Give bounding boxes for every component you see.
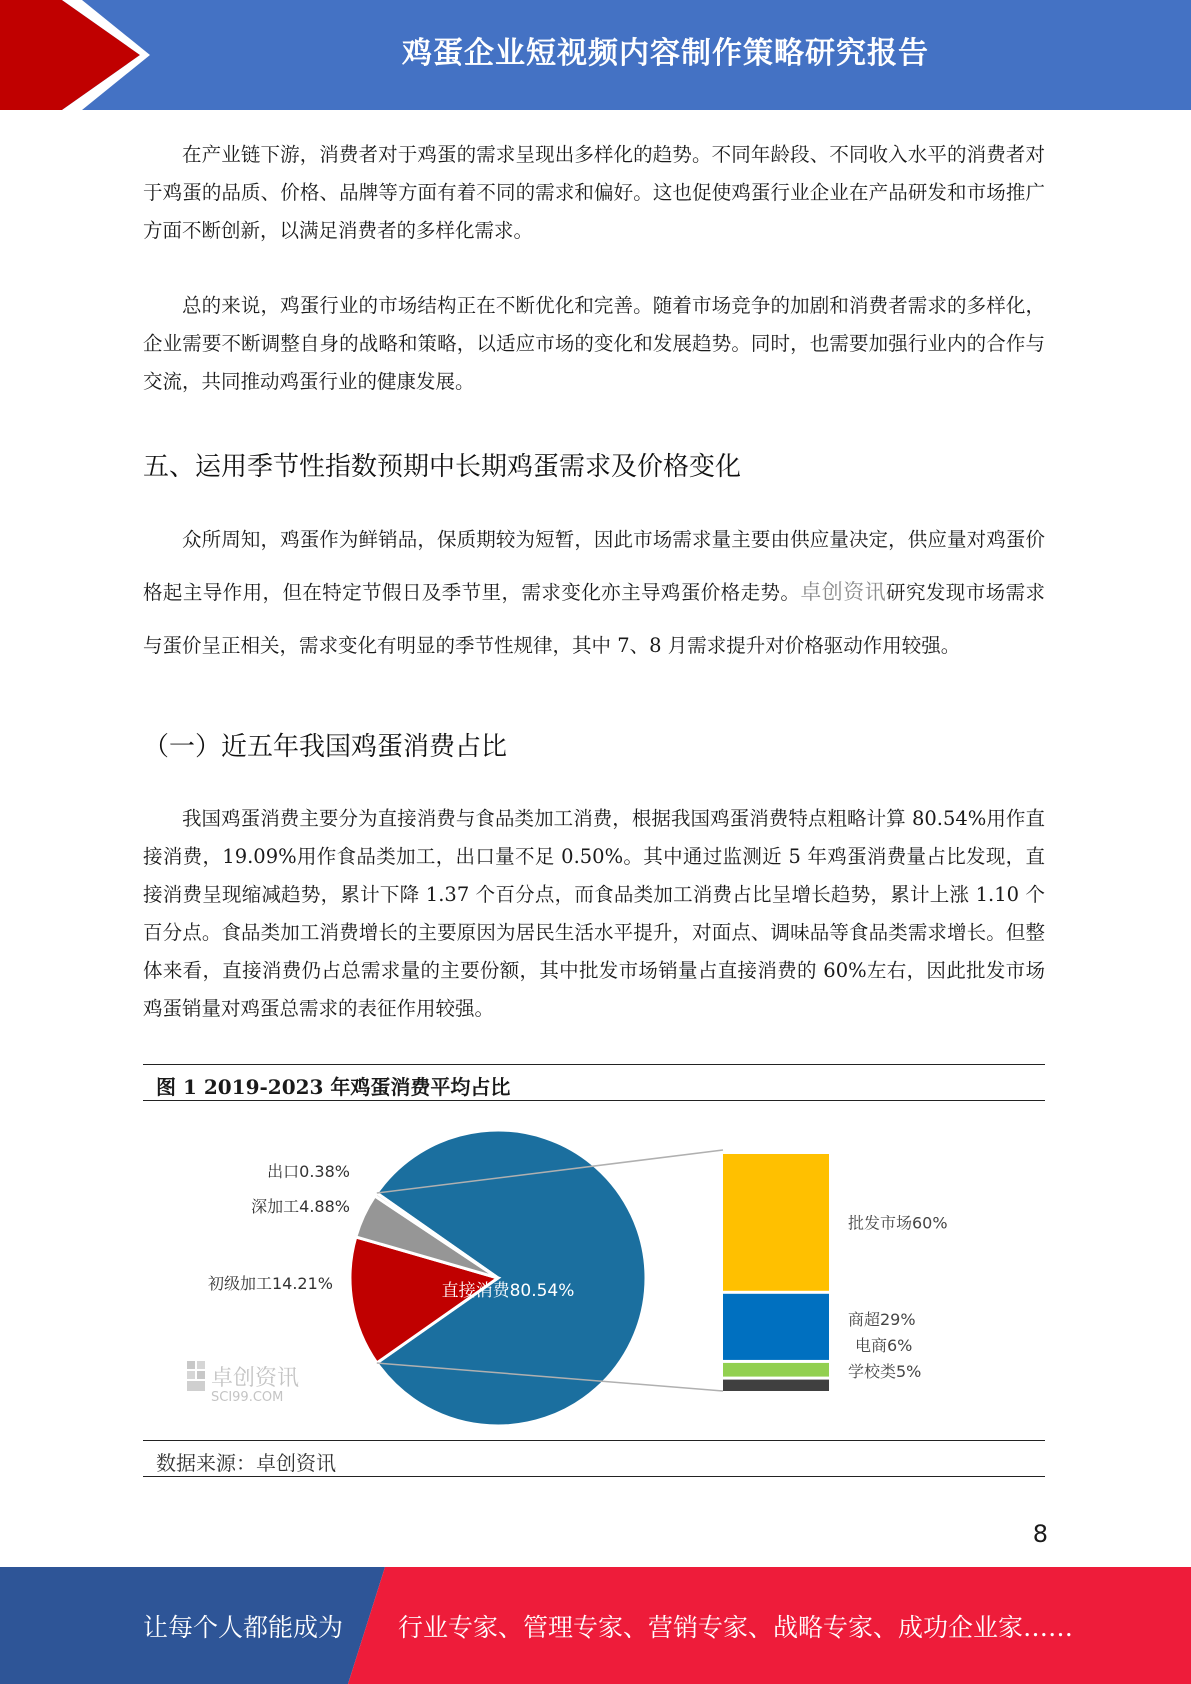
- bar-segment-school: [723, 1380, 829, 1391]
- pie-label-primary-processing: 初级加工14.21%: [207, 1274, 333, 1293]
- inline-watermark: 卓创资讯: [800, 580, 887, 604]
- figure-source-rule: [143, 1476, 1045, 1477]
- pie-label-deep-processing: 深加工4.88%: [251, 1197, 350, 1216]
- figure-top-rule: [143, 1064, 1045, 1065]
- page-footer: [0, 1567, 1191, 1684]
- watermark-en: SCI99.COM: [211, 1390, 284, 1405]
- figure-title: 图 1 2019-2023 年鸡蛋消费平均占比: [156, 1075, 511, 1099]
- bar-segment-supermarket: [723, 1294, 829, 1360]
- sci99-watermark: [187, 1361, 299, 1405]
- pie-label-direct-consumption: 直接消费80.54%: [441, 1281, 575, 1301]
- consumption-pie-chart: [143, 1103, 1045, 1438]
- report-title: 鸡蛋企业短视频内容制作策略研究报告: [402, 36, 929, 71]
- paragraph-text-part-1: 众所周知，鸡蛋作为鲜销品，保质期较为短暂，因此市场需求量主要由供应量决定，供应量对鸡蛋价格起主导作用，但在特定节假日及季节里，需求变化亦主导鸡蛋价格走势。: [143, 528, 1045, 604]
- paragraph-market-structure: 总的来说，鸡蛋行业的市场结构正在不断优化和完善。随着市场竞争的加剧和消费者需求的多样化，企业需要不断调整自身的战略和策略，以适应市场的变化和发展趋势。同时，也需要加强行业内的合作与交流，共同推动鸡蛋行业的健康发展。: [143, 294, 1045, 393]
- paragraph-consumption-structure: 我国鸡蛋消费主要分为直接消费与食品类加工消费，根据我国鸡蛋消费特点粗略计算 80.54%用作直接消费，19.09%用作食品类加工，出口量不足 0.50%。其中通过监测近 5 年鸡蛋消费量占比发现，直接消费呈现缩减趋势，累计下降 1.37 个百分点，而食品类加工消费占比呈增长趋势，累计上涨 1.10 个百分点。食品类加工消费增长的主要原因为居民生活水平提升，对面点、调味品等食品类需求增长。但整体来看，直接消费仍占总需求量的主要份额，其中批发市场销量占直接消费的 60%左右，因此批发市场鸡蛋销量对鸡蛋总需求的表征作用较强。: [143, 807, 1045, 1020]
- footer-slogan-right: 行业专家、管理专家、营销专家、战略专家、成功企业家……: [398, 1612, 1074, 1642]
- bar-label-ecommerce: 电商6%: [855, 1335, 913, 1355]
- footer-slogan-left: 让每个人都能成为: [143, 1612, 344, 1642]
- paragraph-seasonal-demand: [143, 513, 1045, 672]
- paragraph-downstream-demand: 在产业链下游，消费者对于鸡蛋的需求呈现出多样化的趋势。不同年龄段、不同收入水平的消费者对于鸡蛋的品质、价格、品牌等方面有着不同的需求和偏好。这也促使鸡蛋行业企业在产品研发和市场推广方面不断创新，以满足消费者的多样化需求。: [143, 143, 1045, 242]
- bar-label-wholesale: 批发市场60%: [848, 1213, 948, 1233]
- watermark-cn: 卓创资讯: [211, 1366, 300, 1391]
- bar-segment-ecommerce: [723, 1363, 829, 1377]
- page-header: [0, 0, 1191, 110]
- paragraph-text-part-2: 研究发现市场需求与蛋价呈正相关，需求变化有明显的季节性规律，其中 7、8 月需求提升对价格驱动作用较强。: [143, 581, 1045, 657]
- figure-bottom-rule: [143, 1440, 1045, 1441]
- header-arrow-decoration: [0, 0, 170, 110]
- figure-source: 数据来源：卓创资讯: [156, 1451, 336, 1475]
- page-number: 8: [1032, 1520, 1048, 1548]
- pie-label-export: 出口0.38%: [267, 1162, 350, 1181]
- section-heading-5: 五、运用季节性指数预期中长期鸡蛋需求及价格变化: [143, 452, 742, 482]
- subsection-heading-1: （一）近五年我国鸡蛋消费占比: [143, 732, 508, 762]
- bar-label-school: 学校类5%: [848, 1361, 922, 1381]
- bar-segment-wholesale: [723, 1154, 829, 1291]
- bar-label-supermarket: 商超29%: [848, 1309, 916, 1329]
- figure-title-rule: [143, 1100, 1045, 1101]
